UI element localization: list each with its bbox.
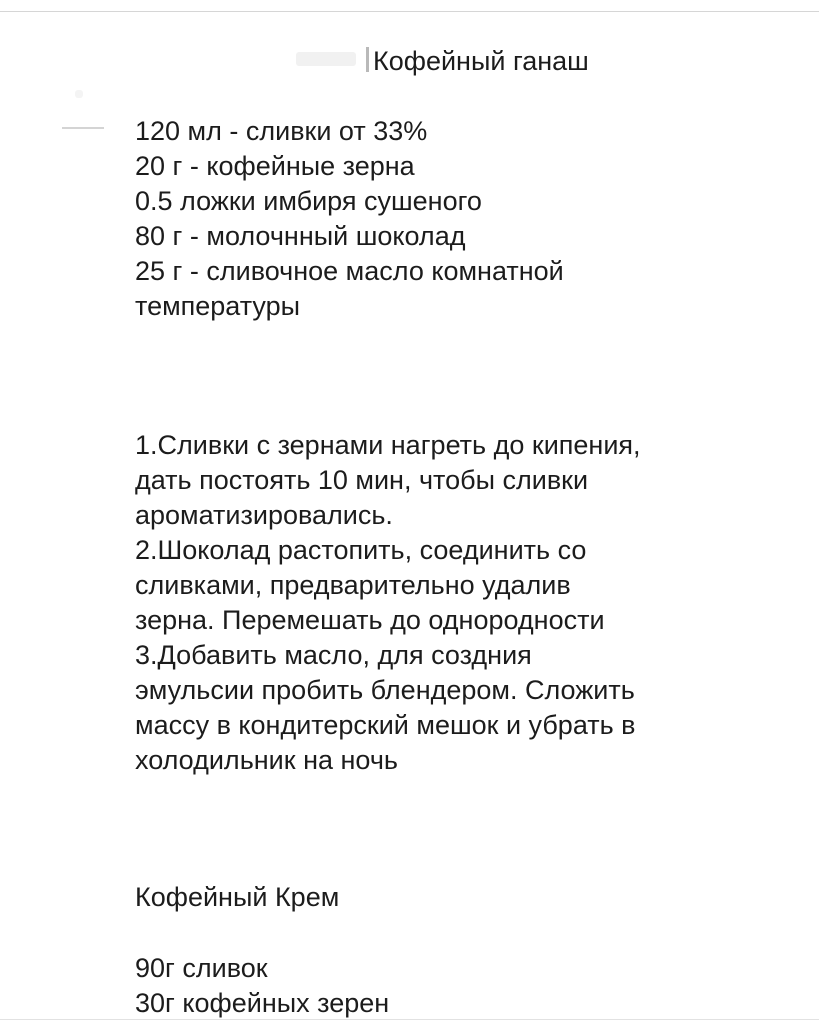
ingredient-line: температуры <box>135 291 301 321</box>
top-divider <box>0 11 819 12</box>
ingredient-line: 20 г - кофейные зерна <box>135 151 415 181</box>
recipe-title: Кофейный ганаш <box>373 46 589 76</box>
bottom-divider <box>0 1019 819 1020</box>
step-line: холодильник на ночь <box>135 745 398 775</box>
ingredient-line: 120 мл - сливки от 33% <box>135 116 428 146</box>
scan-artifact <box>296 52 356 66</box>
step-line: эмульсии пробить блендером. Сложить <box>135 675 635 705</box>
cream-title: Кофейный Крем <box>135 882 340 912</box>
step-line: 1.Сливки с зернами нагреть до кипения, <box>135 430 641 460</box>
scan-artifact <box>366 47 369 72</box>
ingredient-line: 25 г - сливочное масло комнатной <box>135 256 564 286</box>
step-line: ароматизировались. <box>135 500 393 530</box>
ingredient-line: 0.5 ложки имбиря сушеного <box>135 186 482 216</box>
ingredient-line: 90г сливок <box>135 953 268 983</box>
ingredient-line: 80 г - молочнный шоколад <box>135 221 466 251</box>
step-line: зерна. Перемешать до однородности <box>135 605 605 635</box>
step-line: дать постоять 10 мин, чтобы сливки <box>135 465 589 495</box>
ingredient-line: 30г кофейных зерен <box>135 988 390 1018</box>
scan-artifact <box>75 90 83 98</box>
scan-artifact <box>62 127 104 129</box>
step-line: 3.Добавить масло, для создния <box>135 640 532 670</box>
step-line: 2.Шоколад растопить, соединить со <box>135 535 587 565</box>
step-line: сливками, предварительно удалив <box>135 570 571 600</box>
step-line: массу в кондитерский мешок и убрать в <box>135 710 636 740</box>
